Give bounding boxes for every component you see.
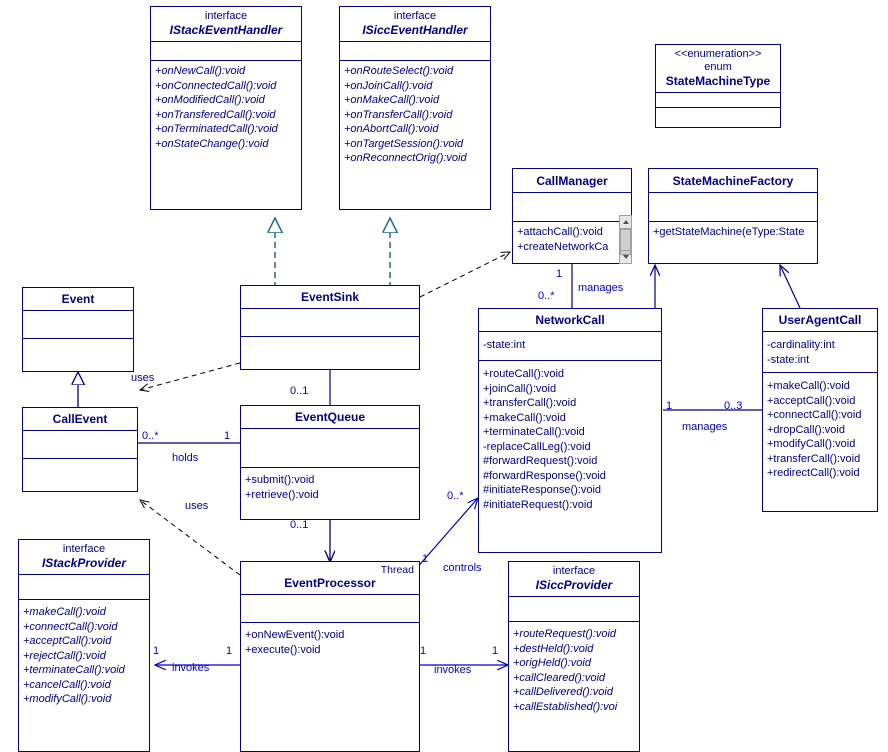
chevron-up-icon (623, 220, 629, 224)
edge-label-manages-2: manages (682, 421, 728, 433)
operation: +onMakeCall():void (344, 94, 440, 106)
edge-label-uses-2: uses (185, 500, 209, 512)
class-header (241, 562, 419, 594)
operation: +dropCall():void (767, 423, 845, 436)
operations-compartment (23, 459, 137, 487)
attributes-compartment (23, 431, 137, 458)
multiplicity-eventprocessor-1b: 1 (226, 645, 233, 657)
operation: +onJoinCall():void (344, 79, 433, 92)
operation: #forwardResponse():void (483, 469, 606, 482)
class-name: CallEvent (52, 412, 108, 426)
operations-compartment (340, 61, 490, 169)
edge-label-manages-1: manages (578, 282, 624, 294)
operation: +makeCall():void (483, 411, 566, 424)
operation: +connectCall():void (23, 620, 118, 633)
class-header (23, 288, 133, 310)
multiplicity-istackprovider-1: 1 (153, 645, 160, 657)
multiplicity-callmanager-0star: 0..* (538, 290, 555, 302)
stereotype-label: interface (552, 565, 596, 577)
attributes-compartment (656, 93, 780, 107)
class-statemachinetype[interactable] (655, 44, 781, 128)
class-eventsink[interactable] (240, 285, 420, 370)
class-name: EventSink (300, 290, 360, 304)
operation: +onTargetSession():void (344, 137, 464, 150)
operations-compartment (479, 361, 661, 515)
multiplicity-eventprocessor-01: 0..1 (290, 519, 309, 531)
attributes-compartment (19, 575, 149, 599)
operation: +routeRequest():void (513, 628, 617, 640)
class-name: NetworkCall (535, 313, 605, 327)
multiplicity-eventsink-01: 0..1 (290, 385, 309, 397)
multiplicity-callevent-0star: 0..* (142, 430, 159, 442)
class-eventprocessor[interactable] (240, 561, 420, 752)
operation: +submit():void (245, 474, 315, 486)
operation: #forwardRequest():void (483, 455, 598, 467)
class-callmanager[interactable] (512, 168, 632, 264)
operation: +onTransferCall():void (344, 108, 453, 121)
attributes-compartment (340, 42, 490, 60)
operations-compartment (656, 108, 780, 120)
stereotype-label: interface (62, 543, 106, 555)
operation: +onModifiedCall():void (155, 94, 265, 106)
class-name: EventProcessor (284, 576, 376, 590)
operation: +retrieve():void (245, 488, 319, 501)
operation: +routeCall():void (483, 368, 565, 380)
class-header (513, 169, 631, 192)
class-header (340, 7, 490, 41)
attributes-compartment (23, 311, 133, 338)
scroll-down-arrow[interactable] (620, 250, 631, 263)
class-header (241, 406, 419, 428)
multiplicity-eventprocessor-1: 1 (422, 553, 429, 565)
operation: +onRouteSelect():void (344, 65, 454, 77)
class-istackprovider[interactable] (18, 539, 150, 752)
class-name: IStackProvider (41, 556, 127, 570)
class-name: CallManager (536, 174, 608, 188)
class-name: ISiccEventHandler (362, 23, 468, 37)
operations-compartment (509, 622, 639, 717)
multiplicity-useragentcall-03: 0..3 (724, 400, 743, 412)
attributes-compartment (649, 193, 817, 221)
operation: +makeCall():void (767, 380, 850, 392)
attributes-compartment (151, 42, 301, 60)
operation: +onNewEvent():void (245, 629, 345, 641)
chevron-down-icon (623, 255, 629, 259)
attributes-compartment (241, 429, 419, 467)
callmanager-scrollbar[interactable] (619, 215, 632, 264)
operation: +rejectCall():void (23, 649, 106, 662)
edge-label-invokes-1: invokes (172, 662, 210, 674)
edge-label-holds: holds (172, 452, 199, 464)
class-name: ISiccProvider (535, 578, 613, 592)
multiplicity-networkcall-0star: 0..* (447, 490, 464, 502)
operation: +connectCall():void (767, 409, 862, 421)
operations-compartment (23, 339, 133, 367)
stereotype-label: interface (393, 10, 437, 22)
operation: +transferCall():void (483, 397, 577, 409)
operation: +onAbortCall():void (344, 123, 439, 135)
class-isicceventhandler[interactable] (339, 6, 491, 210)
class-name: EventQueue (294, 410, 366, 424)
attributes-compartment (241, 309, 419, 336)
operations-compartment (241, 337, 419, 365)
class-isiccprovider[interactable] (508, 561, 640, 752)
attribute: -cardinality:int (767, 339, 835, 351)
operation: +modifyCall():void (767, 438, 856, 450)
multiplicity-eventqueue-1: 1 (224, 430, 231, 442)
operations-compartment (513, 222, 631, 257)
operation: +terminateCall():void (483, 426, 585, 438)
class-header (479, 309, 661, 331)
operation: +onTerminatedCall():void (155, 123, 278, 135)
class-useragentcall[interactable] (762, 308, 878, 512)
class-statemachinefactory[interactable] (648, 168, 818, 264)
operation: +destHeld():void (513, 642, 594, 655)
operation: #initiateRequest():void (483, 498, 593, 511)
class-name: Event (61, 292, 95, 306)
operation: +callDelivered():void (513, 686, 613, 698)
edge-label-uses-1: uses (131, 372, 155, 384)
operation: -replaceCallLeg():void (483, 440, 591, 453)
class-header (241, 286, 419, 308)
operations-compartment (241, 623, 419, 660)
class-header (656, 45, 780, 92)
class-name: StateMachineType (665, 74, 771, 88)
class-header (23, 408, 137, 430)
class-name: IStackEventHandler (169, 23, 283, 37)
class-header (649, 169, 817, 192)
multiplicity-callmanager-1: 1 (556, 268, 563, 280)
attribute: -state:int (483, 339, 526, 351)
class-eventqueue[interactable] (240, 405, 420, 520)
attributes-compartment (509, 597, 639, 621)
attribute: -state:int (767, 353, 810, 366)
operation: +getStateMachine(eType:State (653, 226, 805, 238)
attributes-compartment (241, 595, 419, 622)
stereotype-label: <<enumeration>> (674, 48, 762, 60)
operations-compartment (19, 600, 149, 710)
multiplicity-siccprovider-1: 1 (492, 645, 499, 657)
class-istackeventhandler[interactable] (150, 6, 302, 210)
attributes-compartment (513, 193, 631, 221)
class-name: StateMachineFactory (672, 174, 794, 188)
multiplicity-eventprocessor-1c: 1 (420, 645, 427, 657)
operation: +acceptCall():void (767, 394, 856, 407)
operation: +modifyCall():void (23, 693, 112, 705)
operations-compartment (151, 61, 301, 154)
class-header (19, 540, 149, 574)
class-callevent[interactable] (22, 407, 138, 492)
edge-label-controls: controls (443, 562, 482, 574)
operation: +cancelCall():void (23, 678, 111, 691)
attributes-compartment (763, 332, 877, 372)
edge-label-invokes-2: invokes (434, 664, 472, 676)
operation: +onNewCall():void (155, 65, 246, 77)
multiplicity-networkcall-1: 1 (666, 400, 673, 412)
attributes-compartment (479, 332, 661, 360)
stereotype-label: interface (204, 10, 248, 22)
thread-tag: Thread (380, 564, 414, 576)
operation: +callEstablished():voi (513, 700, 618, 713)
operation: +callCleared():void (513, 671, 606, 684)
operation: +execute():void (245, 643, 321, 656)
operation: +redirectCall():void (767, 467, 860, 479)
operation: +origHeld():void (513, 657, 591, 669)
operation: +joinCall():void (483, 382, 557, 395)
class-networkcall[interactable] (478, 308, 662, 553)
operations-compartment (241, 468, 419, 505)
operation: +onConnectedCall():void (155, 79, 277, 92)
operation: +terminateCall():void (23, 664, 125, 676)
operation: +attachCall():void (517, 226, 603, 238)
stereotype-label-2: enum (704, 61, 732, 73)
operation: +makeCall():void (23, 606, 106, 618)
class-name: UserAgentCall (778, 313, 862, 327)
class-header (509, 562, 639, 596)
operation: +transferCall():void (767, 452, 861, 465)
class-header (151, 7, 301, 41)
operation: +createNetworkCa (517, 240, 609, 253)
operations-compartment (649, 222, 817, 243)
operation: +onTransferedCall():void (155, 108, 276, 121)
operation: +acceptCall():void (23, 635, 112, 647)
operation: #initiateResponse():void (483, 484, 602, 496)
scroll-up-arrow[interactable] (620, 216, 631, 229)
operations-compartment (763, 373, 877, 484)
operation: +onReconnectOrig():void (344, 152, 467, 164)
operation: +onStateChange():void (155, 137, 269, 150)
class-header (763, 309, 877, 331)
class-event[interactable] (22, 287, 134, 372)
